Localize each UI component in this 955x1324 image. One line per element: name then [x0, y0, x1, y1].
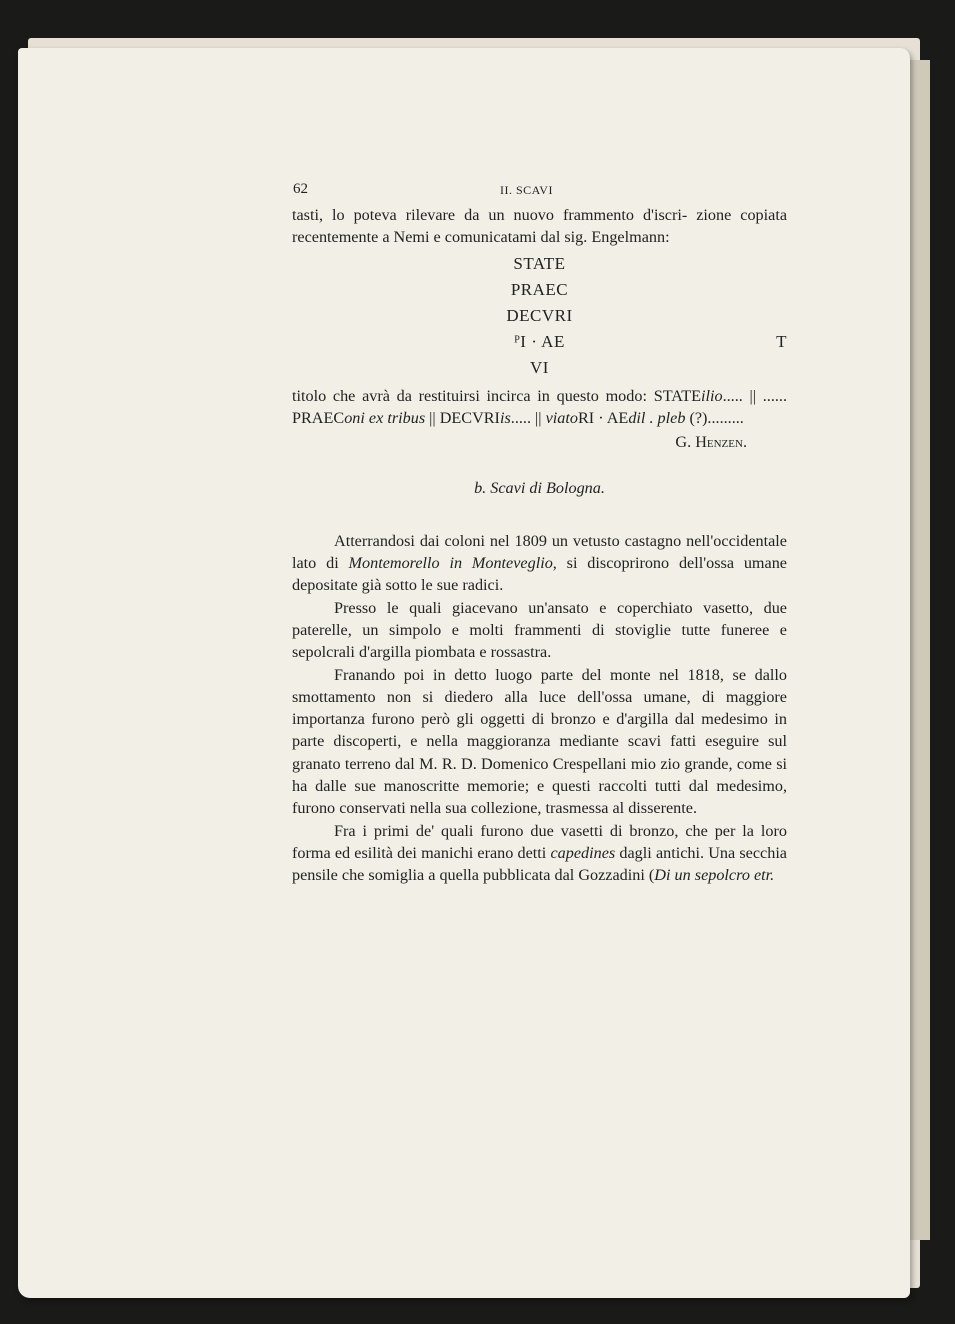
inscription — [292, 251, 787, 381]
restoration-paragraph — [292, 385, 787, 430]
running-title: II. SCAVI — [500, 183, 553, 197]
inscription-line: ᴾI · AE — [514, 331, 565, 351]
page-stack-edge — [908, 60, 930, 1240]
restoration-part: oni ex tribus — [344, 408, 426, 427]
inscription-line: PRAEC — [510, 279, 569, 299]
text-block — [292, 178, 787, 887]
restoration-part: is — [499, 408, 511, 427]
latin-term: capedines — [550, 843, 616, 862]
restoration-part: ..... || — [510, 408, 542, 427]
restoration-part: ..... || ...... PRAEC — [292, 386, 788, 427]
section-title: b. Scavi di Bologna. — [474, 479, 605, 498]
author-signature: G. Henzen. — [675, 433, 747, 452]
inscription-line: DECVRI — [506, 305, 573, 325]
paragraph: Fra i primi de' quali furono due vasetti di bronzo, che per la loro forma ed esilità dei manichi erano detti capedines dagli antichi. Una secchia pensile che somiglia a quella pubblicata dal Gozzadini (Di un sepolcro etr. — [292, 821, 787, 885]
intro-line: tasti, lo poteva rilevare da un nuovo frammento d'iscri- — [292, 206, 688, 224]
intro-line: zione copiata recentemente a Nemi e comunicatami dal — [292, 206, 788, 247]
intro-line: sig. Engelmann: — [564, 228, 670, 247]
restoration-part: STATE — [653, 386, 701, 405]
restoration-part: dil . pleb — [628, 408, 686, 427]
restoration-part: ilio — [700, 386, 723, 405]
restoration-line: titolo che avrà da restituirsi incirca in questo modo: — [292, 386, 647, 405]
intro-paragraph — [292, 204, 787, 249]
page-number: 62 — [293, 181, 308, 197]
restoration-part: (?)......... — [685, 408, 744, 427]
restoration-part: viato — [545, 408, 578, 427]
place-name: Montemorello in Monteveglio — [348, 554, 553, 573]
paragraph: Franando poi in detto luogo parte del monte nel 1818, se dallo smottamento non si diedero alla luce dell'ossa umane, di maggiore importanza furono però gli oggetti di bronzo e d'argilla dal medesimo in parte discoperti, e nella maggioranza mediante scavi fatti eseguire sul granato terreno dal M. R. D. Domenico Crespellani mio zio grande, come si ha dalle sue manoscritte memorie; e questi raccolti tutti dal medesimo, furono conservati nella sua collezione, trasmessa al disserente. — [292, 665, 787, 818]
restoration-part: RI · AE — [577, 408, 629, 427]
running-head — [292, 178, 787, 204]
inscription-margin-mark: T — [776, 331, 787, 351]
inscription-line: STATE — [513, 253, 566, 273]
paragraph: Presso le quali giacevano un'ansato e coperchiato vasetto, due paterelle, un simpolo e molti frammenti di stoviglie tutte funeree e sepolcrali d'argilla piombata e rossastra. — [292, 598, 787, 662]
inscription-line-row — [292, 329, 787, 355]
paragraph: Atterrandosi dai coloni nel 1809 un vetusto castagno nell'occidentale lato di Montemorello in Monteveglio, si discoprirono dell'ossa umane depositate già sotto le sue radici. — [292, 531, 787, 595]
restoration-part: || DECVRI — [425, 408, 500, 427]
inscription-line: VI — [530, 357, 549, 377]
bibliographic-reference: Di un sepolcro etr. — [654, 866, 775, 885]
